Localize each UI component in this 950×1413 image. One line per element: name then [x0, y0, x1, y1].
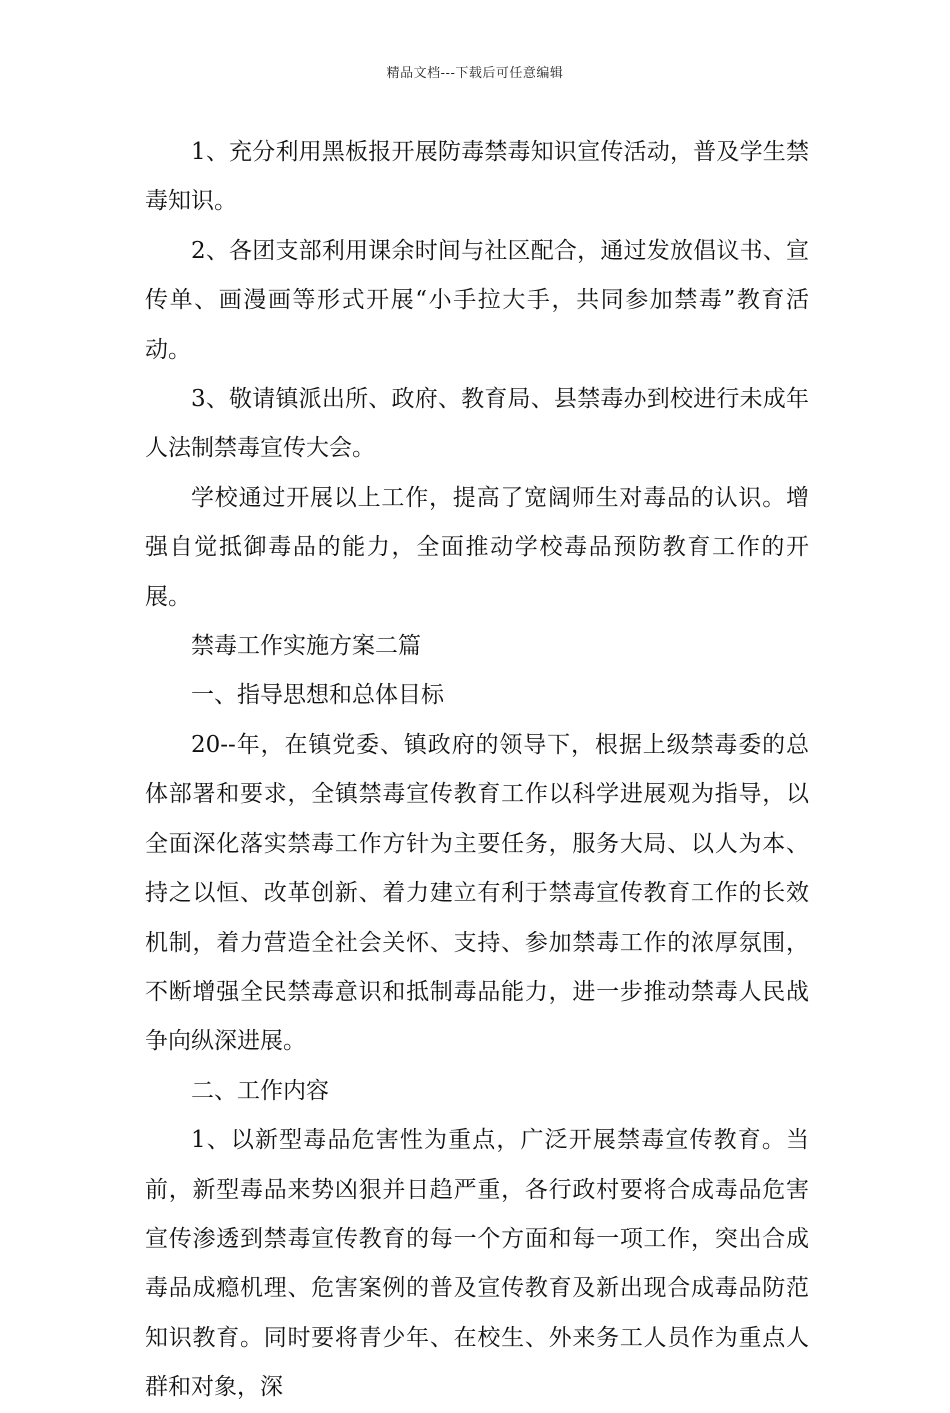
- paragraph-work-content-1: 1、以新型毒品危害性为重点，广泛开展禁毒宣传教育。当前，新型毒品来势凶狠并日趋严重，各行政村要将合成毒品危害宣传渗透到禁毒宣传教育的每一个方面和每一项工作，突出合成毒品成瘾机理、危害案例的普及宣传教育及新出现合成毒品防范知识教育。同时要将青少年、在校生、外来务工人员作为重点人群和对象，深: [145, 1127, 809, 1401]
- paragraph-item-2: 2、各团支部利用课余时间与社区配合，通过发放倡议书、宣传单、画漫画等形式开展“小手拉大手，共同参加禁毒”教育活动。: [145, 237, 809, 363]
- paragraph-summary: 学校通过开展以上工作，提高了宽阔师生对毒品的认识。增强自觉抵御毒品的能力，全面推动学校毒品预防教育工作的开展。: [145, 484, 809, 610]
- paragraph-item-3: 3、敬请镇派出所、政府、教育局、县禁毒办到校进行未成年人法制禁毒宣传大会。: [145, 386, 809, 462]
- section-title: 禁毒工作实施方案二篇: [191, 633, 421, 660]
- document-body: [145, 128, 809, 1413]
- heading-work-content: 二、工作内容: [191, 1077, 329, 1104]
- heading-guiding-ideology: 一、指导思想和总体目标: [191, 682, 444, 709]
- paragraph-item-1: 1、充分利用黑板报开展防毒禁毒知识宣传活动，普及学生禁毒知识。: [145, 139, 809, 215]
- page-header: 精品文档---下载后可任意编辑: [386, 66, 564, 81]
- paragraph-guiding-ideology: 20--年，在镇党委、镇政府的领导下，根据上级禁毒委的总体部署和要求，全镇禁毒宣传教育工作以科学进展观为指导，以全面深化落实禁毒工作方针为主要任务，服务大局、以人为本、持之以恒、改革创新、着力建立有利于禁毒宣传教育工作的长效机制，着力营造全社会关怀、支持、参加禁毒工作的浓厚氛围，不断增强全民禁毒意识和抵制毒品能力，进一步推动禁毒人民战争向纵深进展。: [145, 731, 809, 1055]
